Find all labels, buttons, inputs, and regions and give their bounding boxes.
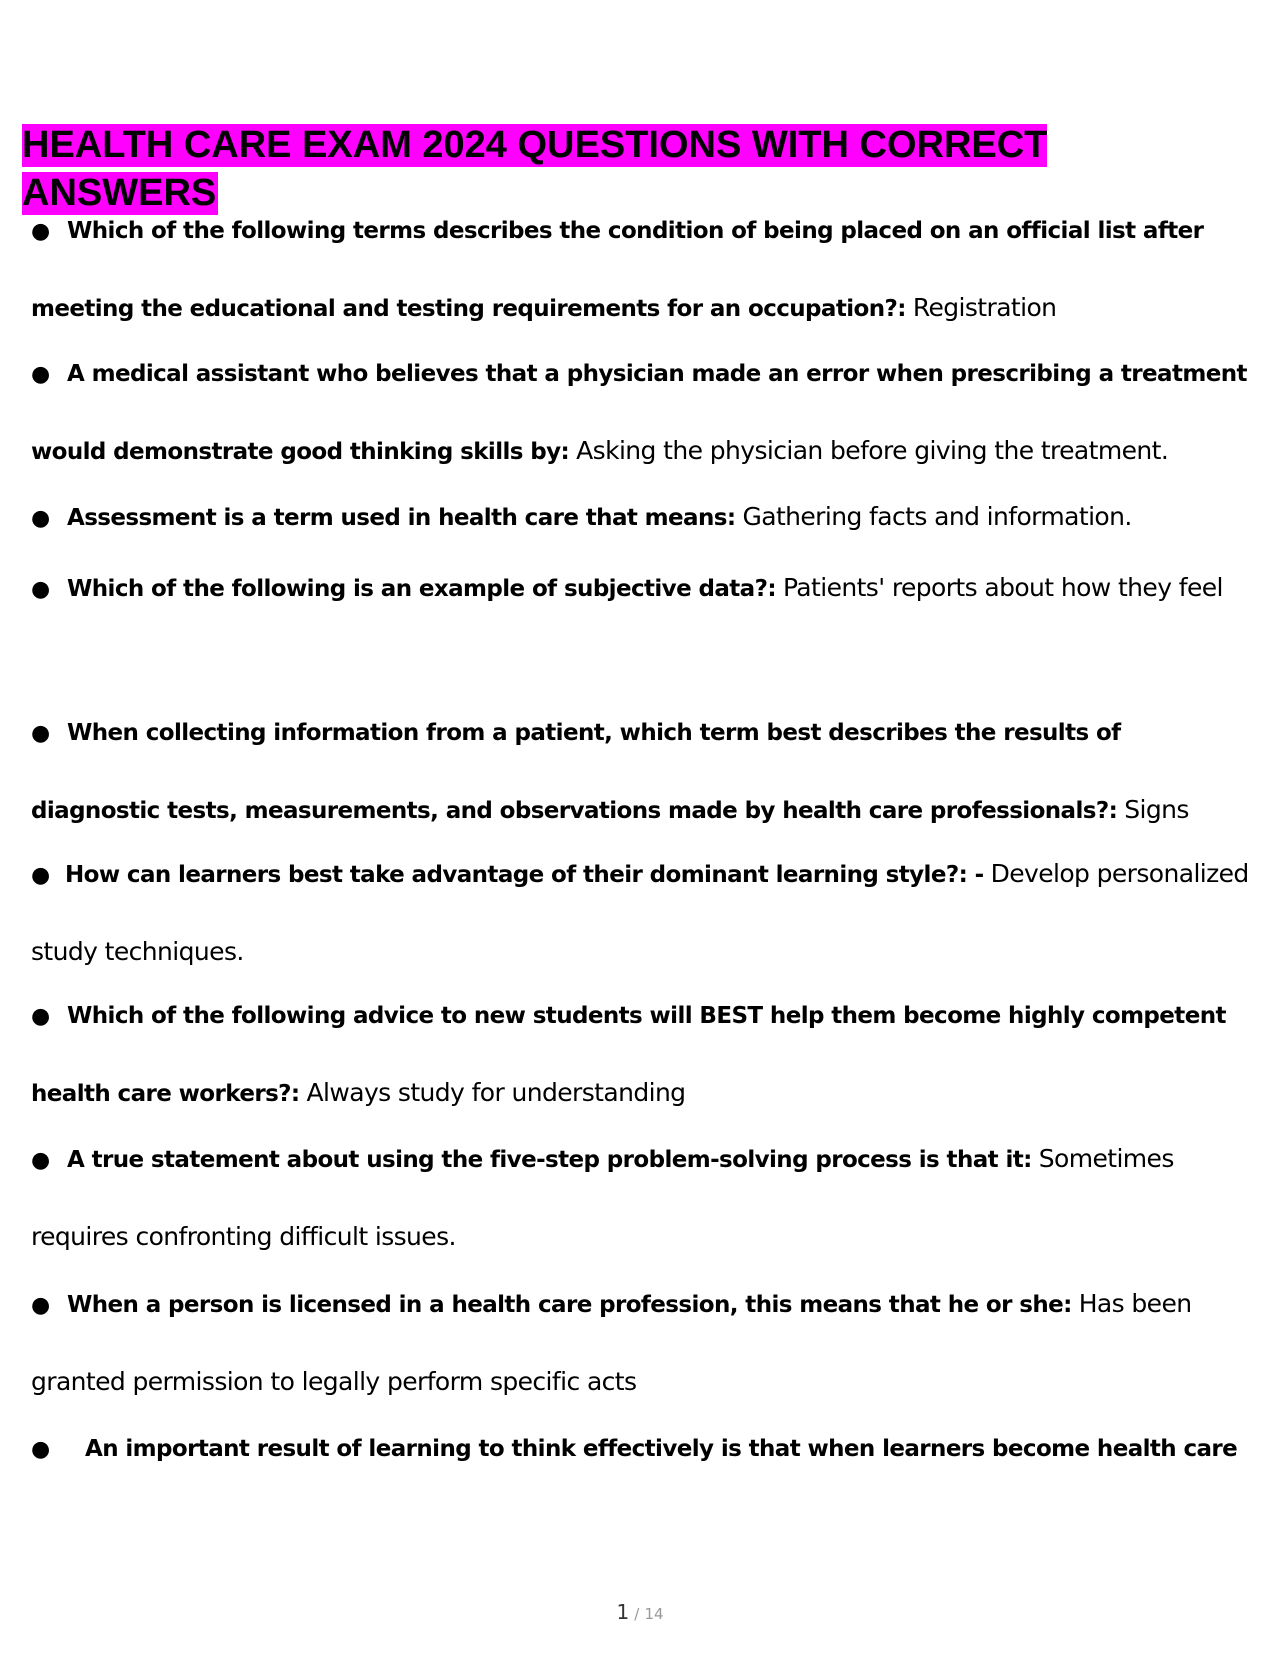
question-text: Assessment is a term used in health care that means: — [67, 505, 736, 531]
answer-text: Has been granted permission to legally perform specific acts — [31, 1289, 1192, 1396]
bullet-icon: ● — [31, 1293, 50, 1318]
bullet-icon: ● — [31, 506, 50, 531]
answer-text: Signs — [1124, 795, 1189, 824]
total-pages: 14 — [644, 1605, 664, 1623]
bullet-icon: ● — [31, 362, 50, 387]
answer-text: Gathering facts and information. — [742, 502, 1132, 531]
answer-text: Asking the physician before giving the treatment. — [576, 436, 1169, 465]
bullet-icon: ● — [31, 1148, 50, 1173]
current-page-number: 1 — [616, 1600, 630, 1624]
answer-text: Sometimes requires confronting difficult issues. — [31, 1144, 1174, 1251]
question-item — [31, 192, 1251, 347]
question-item — [31, 694, 1251, 849]
question-item — [31, 550, 1251, 628]
question-item — [31, 1266, 1251, 1420]
bullet-icon: ● — [31, 219, 50, 244]
question-text: A medical assistant who believes that a physician made an error when prescribing a treatment would demonstrate good thinking skills by: — [31, 361, 1247, 465]
answer-text: Registration — [912, 293, 1057, 322]
question-text: An important result of learning to think effectively is that when learners become health care — [85, 1436, 1238, 1462]
answer-text: Develop personalized study techniques. — [31, 859, 1249, 966]
question-item — [31, 479, 1251, 557]
question-item — [31, 836, 1251, 990]
bullet-icon: ● — [31, 577, 50, 602]
question-text: When collecting information from a patient, which term best describes the results of diagnostic tests, measurements, and observations made by health care professionals?: — [31, 720, 1121, 824]
document-title-text: HEALTH CARE EXAM 2024 QUESTIONS WITH CORRECT ANSWERS — [22, 124, 1048, 214]
bullet-icon: ● — [31, 721, 50, 746]
bullet-icon: ● — [31, 1437, 50, 1462]
bullet-icon: ● — [31, 863, 50, 888]
question-text: Which of the following advice to new students will BEST help them become highly competent health care workers?: — [31, 1003, 1226, 1107]
question-text: A true statement about using the five-step problem-solving process is that it: — [67, 1147, 1032, 1173]
page-indicator — [0, 1600, 1280, 1624]
question-item — [31, 977, 1251, 1132]
question-text: How can learners best take advantage of their dominant learning style?: - — [65, 862, 984, 888]
question-text: Which of the following is an example of subjective data?: — [67, 576, 776, 602]
question-text: Which of the following terms describes the condition of being placed on an official list after meeting the educational and testing requirements for an occupation?: — [31, 218, 1204, 322]
answer-text: Always study for understanding — [306, 1078, 686, 1107]
question-item — [31, 1121, 1251, 1275]
question-item — [31, 335, 1251, 490]
page-separator: / — [634, 1605, 640, 1623]
answer-text: Patients' reports about how they feel — [782, 573, 1223, 602]
bullet-icon: ● — [31, 1004, 50, 1029]
question-item — [31, 1410, 1251, 1488]
question-text: When a person is licensed in a health care profession, this means that he or she: — [67, 1292, 1072, 1318]
